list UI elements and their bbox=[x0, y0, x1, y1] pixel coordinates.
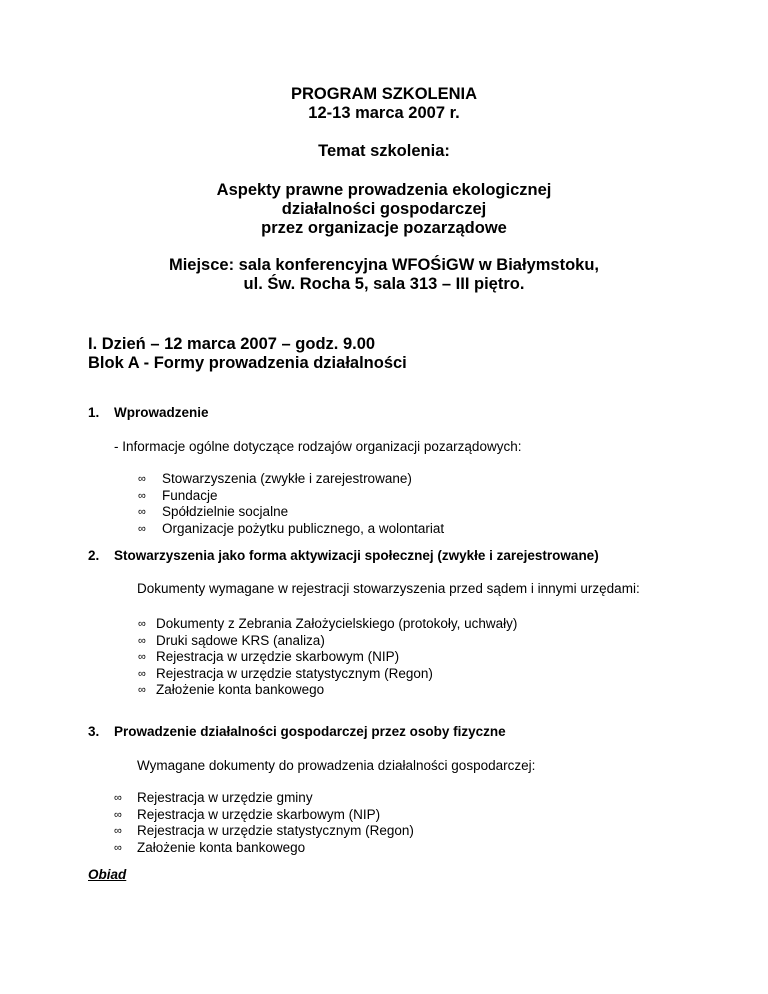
list-item: ∞ Dokumenty z Zebrania Założycielskiego (protokoły, uchwały) bbox=[138, 616, 518, 631]
section-3-number: 3. bbox=[88, 724, 100, 739]
section-1-title: Wprowadzenie bbox=[114, 405, 209, 420]
list-item: ∞ Organizacje pożytku publicznego, a wolontariat bbox=[138, 520, 445, 536]
section-2-intro: Dokumenty wymagane w rejestracji stowarzyszenia przed sądem i innymi urzędami: bbox=[137, 581, 640, 596]
infinity-bullet-icon: ∞ bbox=[138, 522, 146, 535]
list-item: ∞ Stowarzyszenia (zwykłe i zarejestrowane) bbox=[138, 471, 412, 486]
topic-line-1: Aspekty prawne prowadzenia ekologicznej bbox=[216, 181, 552, 199]
list-item: ∞ Rejestracja w urzędzie skarbowym (NIP) bbox=[114, 806, 381, 822]
list-item: ∞ Rejestracja w urzędzie statystycznym (Regon) bbox=[138, 665, 433, 681]
block-title: Blok A - Formy prowadzenia działalności bbox=[88, 354, 407, 372]
topic-line-2: działalności gospodarczej bbox=[281, 200, 487, 218]
lunch-label: Obiad bbox=[88, 867, 127, 882]
place-line-2: ul. Św. Rocha 5, sala 313 – III piętro. bbox=[243, 275, 525, 293]
infinity-bullet-icon: ∞ bbox=[138, 667, 146, 680]
list-item: ∞ Spółdzielnie socjalne bbox=[138, 504, 289, 519]
infinity-bullet-icon: ∞ bbox=[138, 506, 146, 518]
section-1-list bbox=[138, 471, 444, 537]
list-item: ∞ Założenie konta bankowego bbox=[114, 839, 306, 855]
list-item: ∞ Założenie konta bankowego bbox=[138, 682, 325, 697]
list-item: ∞ Fundacje bbox=[138, 487, 218, 503]
day-title: I. Dzień – 12 marca 2007 – godz. 9.00 bbox=[88, 335, 376, 353]
program-title: PROGRAM SZKOLENIA bbox=[290, 85, 478, 103]
place-line-1: Miejsce: sala konferencyjna WFOŚiGW w Białymstoku, bbox=[168, 256, 600, 274]
program-date: 12-13 marca 2007 r. bbox=[308, 104, 460, 122]
list-item: ∞ Rejestracja w urzędzie gminy bbox=[114, 790, 313, 805]
infinity-bullet-icon: ∞ bbox=[138, 651, 146, 663]
infinity-bullet-icon: ∞ bbox=[138, 618, 146, 630]
list-item: ∞ Rejestracja w urzędzie statystycznym (Regon) bbox=[114, 823, 414, 838]
topic-label: Temat szkolenia: bbox=[318, 142, 450, 160]
section-3-title: Prowadzenie działalności gospodarczej przez osoby fizyczne bbox=[114, 724, 506, 739]
infinity-bullet-icon: ∞ bbox=[138, 473, 146, 485]
section-1-number: 1. bbox=[88, 405, 100, 420]
topic-line-3: przez organizacje pozarządowe bbox=[261, 219, 507, 237]
section-3-intro: Wymagane dokumenty do prowadzenia działalności gospodarczej: bbox=[137, 758, 536, 773]
infinity-bullet-icon: ∞ bbox=[138, 634, 146, 647]
section-3-list bbox=[114, 790, 414, 856]
infinity-bullet-icon: ∞ bbox=[138, 684, 146, 696]
section-2-title: Stowarzyszenia jako forma aktywizacji społecznej (zwykłe i zarejestrowane) bbox=[114, 548, 599, 563]
infinity-bullet-icon: ∞ bbox=[138, 489, 146, 502]
section-2-list bbox=[138, 616, 517, 699]
infinity-bullet-icon: ∞ bbox=[114, 792, 122, 804]
list-item: ∞ Druki sądowe KRS (analiza) bbox=[138, 632, 325, 648]
section-2-number: 2. bbox=[88, 548, 100, 563]
infinity-bullet-icon: ∞ bbox=[114, 808, 122, 821]
infinity-bullet-icon: ∞ bbox=[114, 825, 122, 837]
list-item: ∞ Rejestracja w urzędzie skarbowym (NIP) bbox=[138, 649, 400, 664]
section-1-intro: - Informacje ogólne dotyczące rodzajów organizacji pozarządowych: bbox=[114, 439, 522, 454]
infinity-bullet-icon: ∞ bbox=[114, 841, 122, 854]
